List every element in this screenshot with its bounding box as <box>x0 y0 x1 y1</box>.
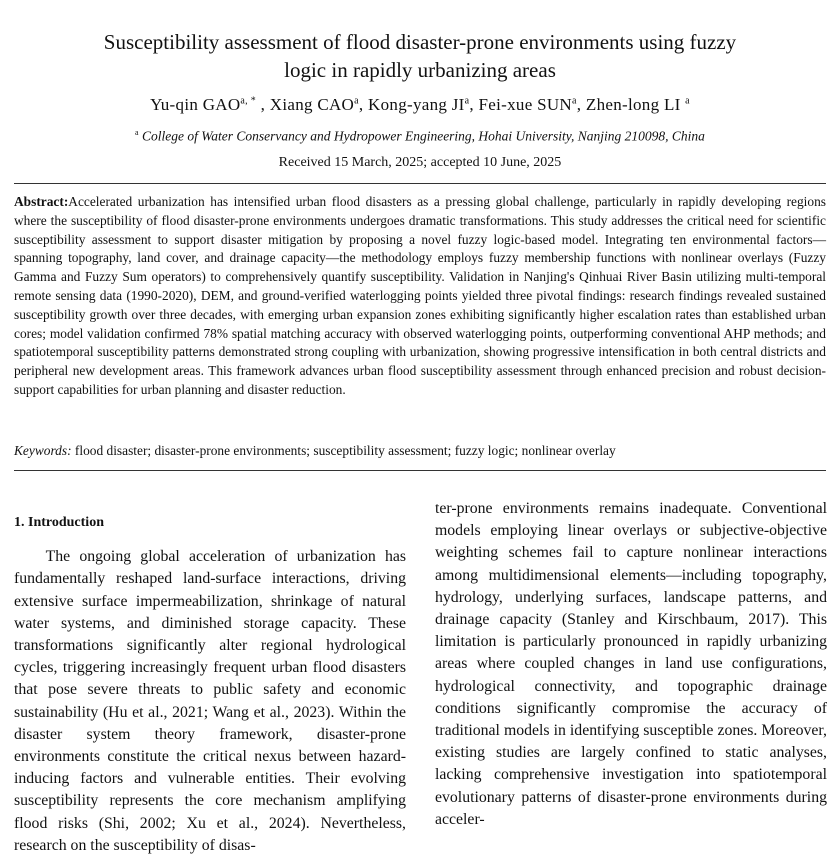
left-column <box>14 498 406 857</box>
intro-paragraph-continued: ter-prone environments remains inadequate. Conventional models employing linear overlays or subjective-objective weighting schemes fail to capture nonlinear interactions among multidimensional elements—including topography, hydrology, underlying surfaces, landscape patterns, and drainage capacity (Stanley and Kirschbaum, 2017). This limitation is particularly pronounced in rapidly urbanizing areas where coupled changes in land use configurations, hydrological connectivity, and topographic drainage conditions significantly compromise the accuracy of traditional models in identifying susceptible zones. Moreover, existing studies are largely confined to static analyses, lacking comprehensive investigation into spatiotemporal evolutionary patterns of disaster-prone environments during acceler- <box>435 500 827 828</box>
affiliation-mark: a <box>135 128 139 137</box>
abstract-text: Accelerated urbanization has intensified urban flood disasters as a pressing global challenge, particularly in rapidly developing regions where the susceptibility of flood disaster-prone environments undergoes dramatic transformations. This study addresses the critical need for scientific susceptibility assessment to support disaster mitigation by proposing a novel fuzzy logic-based model. Integrating ten environmental factors—spanning topography, land cover, and drainage capacity—the methodology employs fuzzy membership functions with nonlinear overlays (Fuzzy Gamma and Fuzzy Sum operators) to comprehensively quantify susceptibility. Validation in Nanjing's Qinhuai River Basin utilizing multi-temporal remote sensing data (1990-2020), DEM, and ground-verified waterlogging points yielded three pivotal findings: research findings revealed sustained susceptibility growth over three decades, with emerging urban expansion zones exhibiting significantly higher escalation rates than established urban cores; model validation confirmed 78% spatial matching accuracy with observed waterlogging points, outperforming conventional AHP methods; and spatiotemporal susceptibility patterns demonstrated strong coupling with urbanization, showing progressive intensification in both central districts and peripheral new development areas. This framework advances urban flood susceptibility assessment through enhanced precision and robust decision-support capabilities for urban planning and disaster reduction. <box>14 194 826 397</box>
affiliation <box>20 128 820 145</box>
author-name: Fei-xue SUN <box>478 95 573 114</box>
author-name: Kong-yang JI <box>368 95 465 114</box>
author-affil-mark: a, * <box>240 95 257 107</box>
received-date: Received 15 March, 2025; accepted 10 June, 2025 <box>278 155 562 170</box>
author-separator: , <box>260 95 266 114</box>
author-name: Xiang CAO <box>269 95 355 114</box>
author-separator: , <box>469 95 474 114</box>
intro-paragraph: The ongoing global acceleration of urbanization has fundamentally reshaped land-surface interactions, driving extensive surface impermeabilization, shrinkage of natural water systems, and diminished storage capacity. These transformations significantly alter regional hydrological cycles, triggering increasingly frequent urban flood disasters that pose severe threats to public safety and economic sustainability (Hu et al., 2021; Wang et al., 2023). Within the disaster system theory framework, disaster-prone environments constitute the critical nexus between hazard-inducing factors and vulnerable entities. Their evolving susceptibility represents the core mechanism amplifying flood risks (Shi, 2002; Xu et al., 2024). Nevertheless, research on the susceptibility of disas- <box>14 548 406 854</box>
top-divider <box>14 183 826 184</box>
paper-title <box>60 28 780 84</box>
author-affil-mark: a <box>572 95 577 107</box>
author-affil-mark: a <box>685 95 690 107</box>
title-line-1: Susceptibility assessment of flood disaster-prone environments using fuzzy <box>103 30 737 54</box>
bottom-divider <box>14 470 826 471</box>
section-heading: 1. Introduction <box>14 515 104 530</box>
author-affil-mark: a <box>354 95 359 107</box>
abstract <box>14 193 826 400</box>
right-column <box>435 498 827 831</box>
keywords-text: flood disaster; disaster-prone environments; susceptibility assessment; fuzzy logic; nonlinear overlay <box>74 443 616 458</box>
author-name: Yu-qin GAO <box>150 95 241 114</box>
affiliation-text: College of Water Conservancy and Hydropower Engineering, Hohai University, Nanjing 210098, China <box>141 128 705 144</box>
title-line-2: logic in rapidly urbanizing areas <box>284 58 556 82</box>
author-separator: , <box>358 95 364 114</box>
keywords <box>14 443 826 459</box>
author-list <box>20 95 820 115</box>
keywords-label: Keywords: <box>14 443 72 458</box>
author-separator: , <box>576 95 582 114</box>
author-affil-mark: a <box>464 95 470 107</box>
abstract-label: Abstract: <box>14 194 69 209</box>
author-name: Zhen-long LI <box>585 95 681 114</box>
